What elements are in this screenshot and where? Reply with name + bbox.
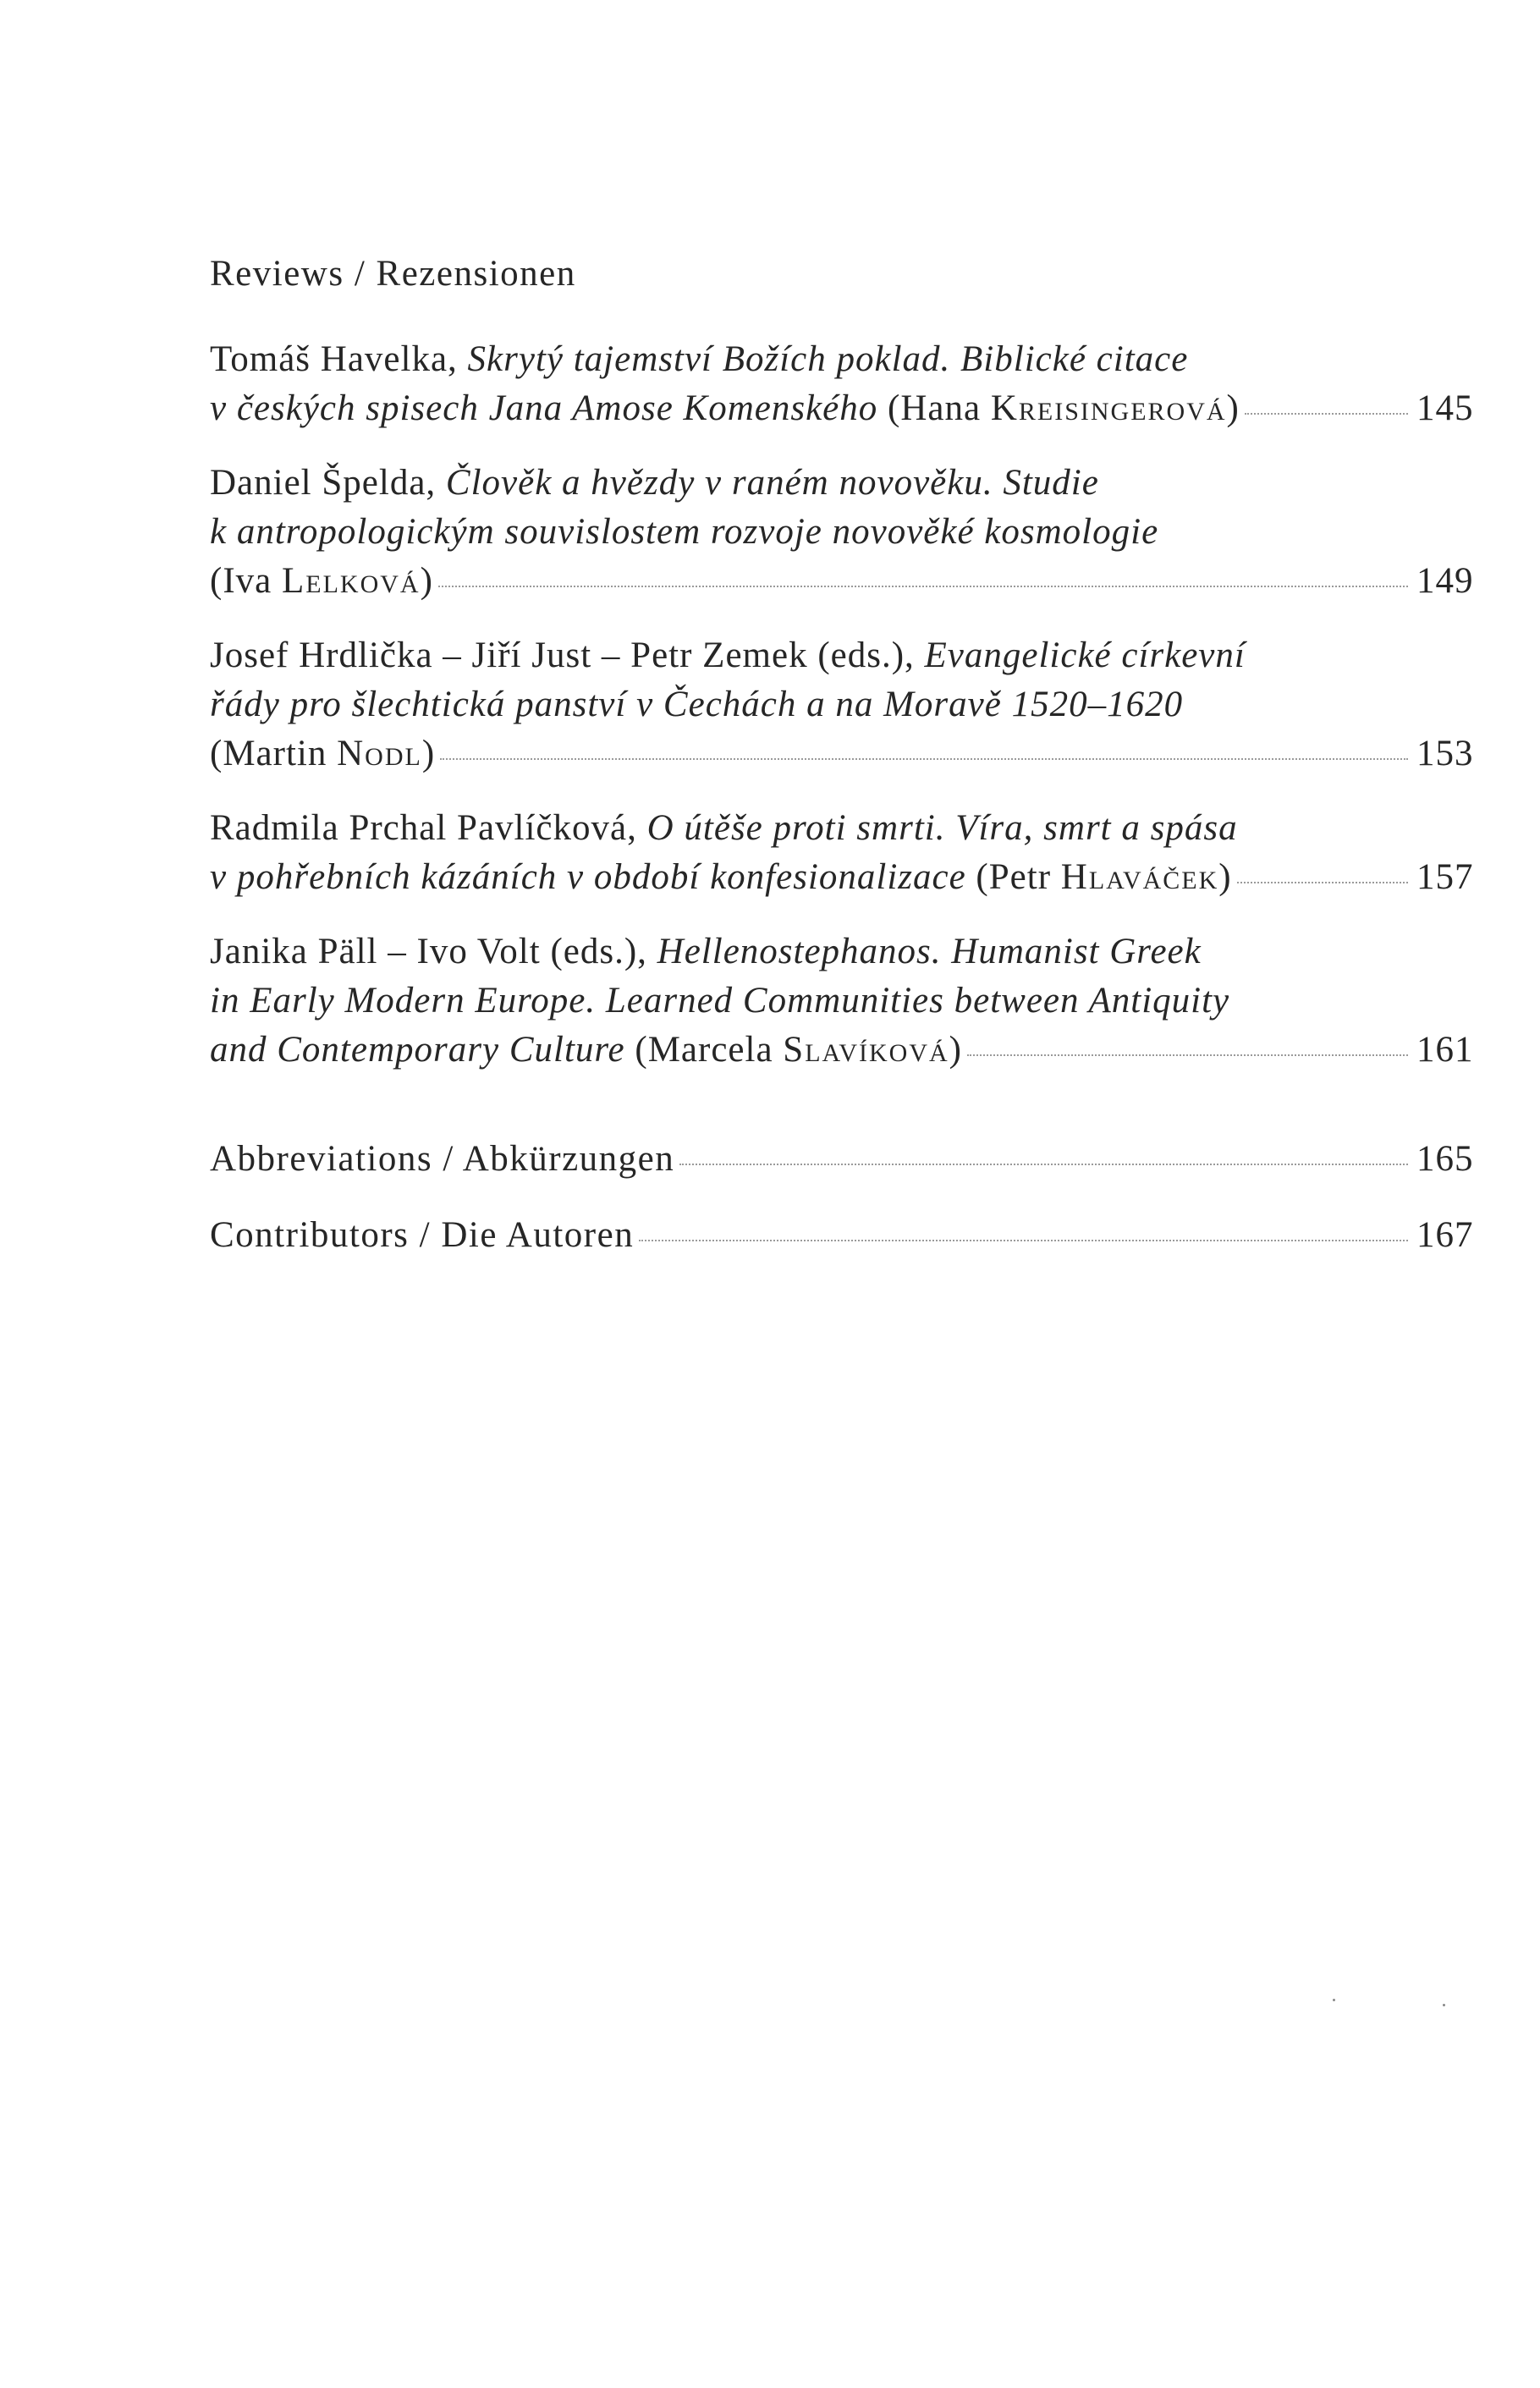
- toc-entry[interactable]: [210, 335, 1474, 433]
- toc-entry[interactable]: [210, 459, 1474, 606]
- entry-title-italic: řády pro šlechtická panství v Čechách a na Moravě 1520–1620: [210, 685, 1184, 724]
- entry-text: Daniel Špelda,: [210, 463, 446, 503]
- entry-text: Josef Hrdlička – Jiří Just – Petr Zemek (eds.),: [210, 636, 925, 675]
- entry-line: [210, 977, 1469, 1026]
- entry-line-text: [210, 1026, 962, 1075]
- scan-speck: [1333, 1999, 1335, 2001]
- entry-text: ): [1226, 388, 1240, 428]
- section-spacer: [210, 1100, 1469, 1134]
- entry-line: [210, 631, 1469, 680]
- entry-text: Radmila Prchal Pavlíčková,: [210, 808, 647, 848]
- entry-line-text: [210, 384, 1240, 433]
- entry-line-text: [210, 339, 1188, 379]
- page-number: 165: [1416, 1139, 1474, 1179]
- entry-line-text: [210, 685, 1183, 724]
- reviewer-surname: Lelková: [281, 561, 421, 601]
- entry-title-italic: in Early Modern Europe. Learned Communities between Antiquity: [210, 981, 1230, 1021]
- entry-line-text: [210, 636, 1246, 675]
- entry-line: [210, 804, 1469, 853]
- entry-line-text: [210, 463, 1099, 503]
- entry-line-text: [210, 557, 433, 606]
- entry-text: Janika Päll – Ivo Volt (eds.),: [210, 932, 657, 971]
- entry-line: [210, 335, 1469, 384]
- entry-line-text: [210, 932, 1202, 971]
- reviewer-surname: Nodl: [337, 734, 422, 773]
- scan-speck: [1443, 2004, 1445, 2006]
- entry-title-italic: k antropologickým souvislostem rozvoje novověké kosmologie: [210, 512, 1159, 552]
- entry-line-text: [210, 853, 1232, 902]
- toc-appendix-entry[interactable]: [210, 1134, 1474, 1185]
- page-number: 161: [1416, 1030, 1474, 1070]
- appendix-label: Abbreviations / Abkürzungen: [210, 1139, 675, 1179]
- entry-text: (Hana: [877, 388, 991, 428]
- entry-text: (Petr: [965, 857, 1061, 897]
- section-heading: Reviews / Rezensionen: [210, 254, 576, 294]
- appendix-label: Contributors / Die Autoren: [210, 1215, 635, 1255]
- page-number: 157: [1416, 857, 1474, 897]
- page-number: 145: [1416, 388, 1474, 428]
- toc-appendix-entry[interactable]: [210, 1210, 1474, 1261]
- entry-text: (Martin: [210, 734, 338, 773]
- entry-line: [210, 729, 1474, 779]
- entry-line: [210, 384, 1474, 433]
- entry-text: ): [1218, 857, 1232, 897]
- entry-line-text: [210, 729, 435, 779]
- entry-line: [210, 459, 1469, 508]
- reviewer-surname: Kreisingerová: [990, 388, 1227, 428]
- dot-leader: [440, 758, 1408, 760]
- entry-text: (Iva: [210, 561, 282, 601]
- entry-line: [210, 1026, 1474, 1075]
- toc-entry[interactable]: [210, 804, 1474, 902]
- entry-title-italic: Evangelické církevní: [924, 636, 1246, 675]
- toc-appendix: [210, 1134, 1474, 1261]
- dot-leader: [967, 1054, 1408, 1056]
- entry-line-text: [210, 512, 1158, 552]
- page-number: 153: [1416, 734, 1474, 773]
- toc-entry[interactable]: [210, 927, 1474, 1075]
- toc-block: [210, 247, 1474, 1261]
- entry-line-text: [210, 808, 1238, 848]
- entry-text: ): [420, 561, 433, 601]
- entry-title-italic: v pohřebních kázáních v období konfesionalizace: [210, 857, 966, 897]
- entry-line-text: [210, 981, 1229, 1021]
- dot-leader: [438, 586, 1408, 587]
- toc-entries: [210, 335, 1474, 1075]
- page-number: 167: [1416, 1215, 1474, 1255]
- page-number: 149: [1416, 561, 1474, 601]
- dot-leader: [1245, 413, 1408, 415]
- entry-title-italic: Skrytý tajemství Božích poklad. Biblické citace: [467, 339, 1189, 379]
- entry-title-italic: O útěše proti smrti. Víra, smrt a spása: [646, 808, 1238, 848]
- toc-entry[interactable]: [210, 631, 1474, 779]
- entry-text: Tomáš Havelka,: [210, 339, 468, 379]
- entry-text: ): [949, 1030, 962, 1070]
- entry-title-italic: v českých spisech Jana Amose Komenského: [210, 388, 878, 428]
- entry-line: [210, 927, 1469, 977]
- entry-title-italic: and Contemporary Culture: [210, 1030, 625, 1070]
- entry-title-italic: Člověk a hvězdy v raném novověku. Studie: [445, 463, 1099, 503]
- reviewer-surname: Slavíková: [783, 1030, 949, 1070]
- dot-leader: [639, 1240, 1408, 1241]
- entry-line: [210, 557, 1474, 606]
- entry-line: [210, 508, 1469, 557]
- reviewer-surname: Hlaváček: [1060, 857, 1219, 897]
- entry-line: [210, 853, 1474, 902]
- dot-leader: [679, 1164, 1408, 1165]
- entry-line: [210, 680, 1469, 729]
- dot-leader: [1237, 882, 1408, 883]
- entry-text: ): [421, 734, 436, 773]
- entry-text: (Marcela: [624, 1030, 784, 1070]
- entry-title-italic: Hellenostephanos. Humanist Greek: [657, 932, 1202, 971]
